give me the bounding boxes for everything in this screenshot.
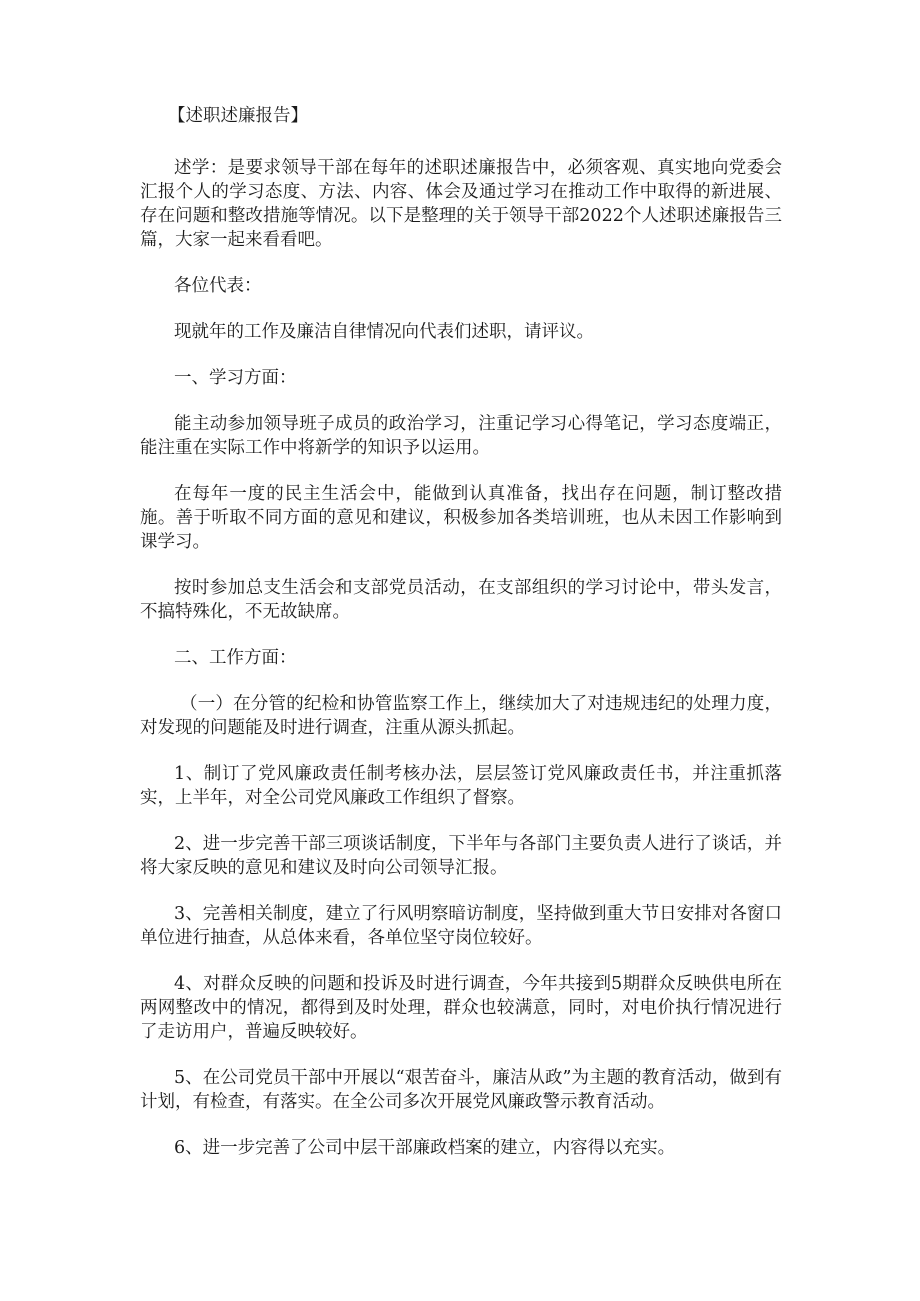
opening-statement: 现就年的工作及廉洁自律情况向代表们述职，请评议。: [174, 322, 594, 342]
work-list-item: 2、进一步完善干部三项谈话制度，下半年与各部门主要负责人进行了谈话，并将大家反映的意见和建议及时向公司领导汇报。: [140, 834, 782, 878]
work-list-item: 4、对群众反映的问题和投诉及时进行调查，今年共接到5期群众反映供电所在两网整改中的情况，都得到及时处理，群众也较满意，同时，对电价执行情况进行了走访用户，普遍反映较好。: [140, 974, 782, 1042]
work-list-item: 6、进一步完善了公司中层干部廉政档案的建立，内容得以充实。: [174, 1138, 676, 1158]
intro-paragraph: 述学：是要求领导干部在每年的述职述廉报告中，必须客观、真实地向党委会汇报个人的学习态度、方法、内容、体会及通过学习在推动工作中取得的新进展、存在问题和整改措施等情况。以下是整理的关于领导干部2022个人述职述廉报告三篇，大家一起来看看吧。: [140, 158, 782, 250]
salutation: 各位代表：: [174, 276, 262, 296]
study-paragraph: 按时参加总支生活会和支部党员活动，在支部组织的学习讨论中，带头发言，不搞特殊化，不无故缺席。: [140, 578, 782, 622]
study-paragraph: 在每年一度的民主生活会中，能做到认真准备，找出存在问题，制订整改措施。善于听取不同方面的意见和建议，积极参加各类培训班，也从未因工作影响到课学习。: [140, 484, 782, 552]
section-heading-study: 一、学习方面：: [174, 368, 297, 388]
work-list-item: 3、完善相关制度，建立了行风明察暗访制度，坚持做到重大节日安排对各窗口单位进行抽查，从总体来看，各单位坚守岗位较好。: [140, 904, 782, 948]
work-list-item: 5、在公司党员干部中开展以“艰苦奋斗，廉洁从政”为主题的教育活动，做到有计划，有检查，有落实。在全公司多次开展党风廉政警示教育活动。: [140, 1068, 782, 1112]
work-list-item: 1、制订了党风廉政责任制考核办法，层层签订党风廉政责任书，并注重抓落实，上半年，对全公司党风廉政工作组织了督察。: [140, 764, 782, 808]
document-body: [140, 104, 782, 1182]
work-subsection-heading: （一）在分管的纪检和协管监察工作上，继续加大了对违规违纪的处理力度，对发现的问题能及时进行调查，注重从源头抓起。: [140, 694, 782, 738]
section-heading-work: 二、工作方面：: [174, 648, 297, 668]
study-paragraph: 能主动参加领导班子成员的政治学习，注重记学习心得笔记，学习态度端正，能注重在实际工作中将新学的知识予以运用。: [140, 414, 782, 458]
document-title: 【述职述廉报告】: [168, 106, 308, 126]
